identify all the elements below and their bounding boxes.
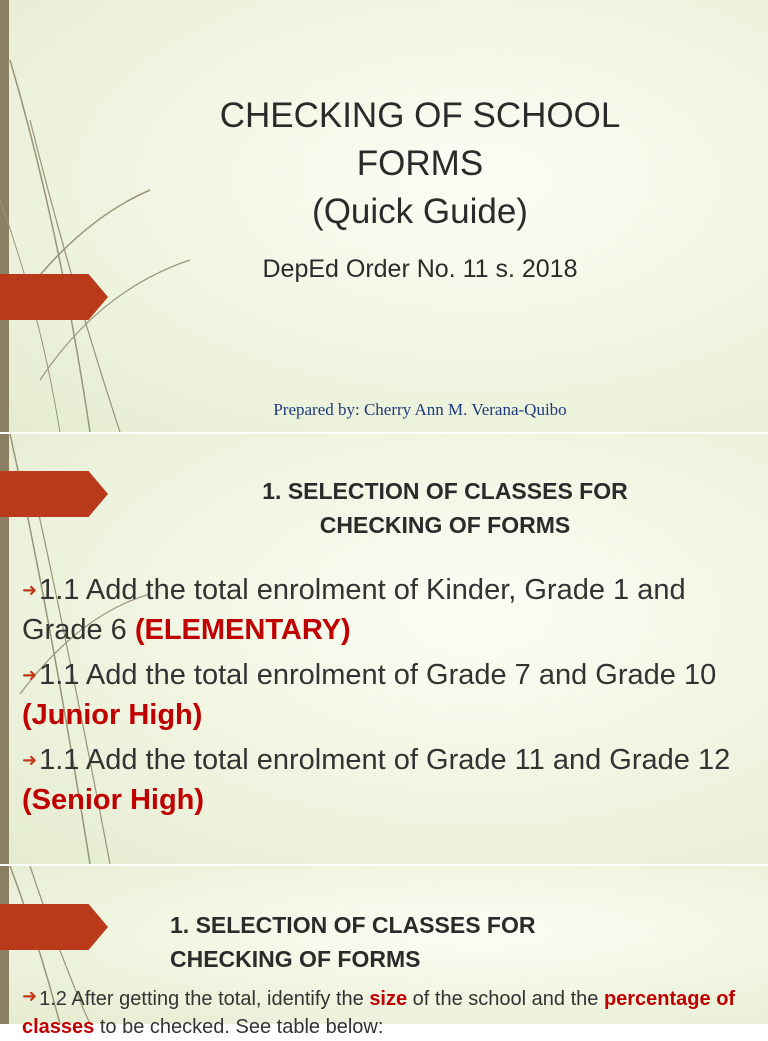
accent-tab: [0, 471, 108, 517]
bullet-text: 1.1 Add the total enrolment of Grade 11 and Grade 12: [39, 744, 731, 776]
arrow-bullet-icon: ➜: [22, 750, 38, 770]
bullet-highlight: (Junior High): [22, 699, 203, 731]
section-heading: [170, 908, 600, 976]
heading-line-1: 1. SELECTION OF CLASSES FOR: [170, 912, 536, 938]
bullet-highlight: (ELEMENTARY): [134, 614, 351, 646]
heading-line-2: CHECKING OF FORMS: [319, 512, 571, 538]
bullet-text: 1.1 Add the total enrolment of Kinder, Grade 1 and Grade 6: [22, 574, 686, 646]
section-heading: [180, 474, 710, 542]
arrow-bullet-icon: ➜: [22, 580, 38, 600]
bullet-text-2: of the school and the: [407, 988, 604, 1010]
bullet-text-3: to be checked. See table below:: [94, 1016, 384, 1038]
title-line-1: CHECKING OF SCHOOL: [219, 96, 621, 135]
prepared-by: Prepared by: Cherry Ann M. Verana-Quibo: [273, 400, 567, 419]
list-item: [22, 982, 762, 1041]
title-slide: [0, 0, 768, 432]
list-item: [22, 570, 762, 650]
bullet-highlight-size: size: [369, 988, 408, 1010]
accent-tab: [0, 904, 108, 950]
bullet-text-1: 1.2 After getting the total, identify the: [39, 988, 370, 1010]
bullet-highlight: (Senior High): [22, 784, 205, 816]
bullet-text: 1.1 Add the total enrolment of Grade 7 and Grade 10: [39, 659, 717, 691]
selection-slide-1: [0, 434, 768, 864]
heading-line-1: 1. SELECTION OF CLASSES FOR: [262, 478, 628, 504]
heading-line-2: CHECKING OF FORMS: [170, 946, 421, 972]
arrow-bullet-icon: ➜: [22, 665, 38, 685]
title-line-2: FORMS: [356, 144, 484, 183]
list-item: [22, 655, 762, 735]
list-item: [22, 740, 762, 820]
slide-title: [170, 92, 670, 236]
accent-tab: [0, 274, 108, 320]
bullet-highlight-percentage: percentage of classes: [22, 988, 736, 1038]
arrow-bullet-icon: ➜: [22, 986, 38, 1006]
slide-subtitle: DepEd Order No. 11 s. 2018: [262, 255, 578, 283]
title-line-3: (Quick Guide): [312, 192, 528, 231]
selection-slide-2: [0, 866, 768, 1038]
